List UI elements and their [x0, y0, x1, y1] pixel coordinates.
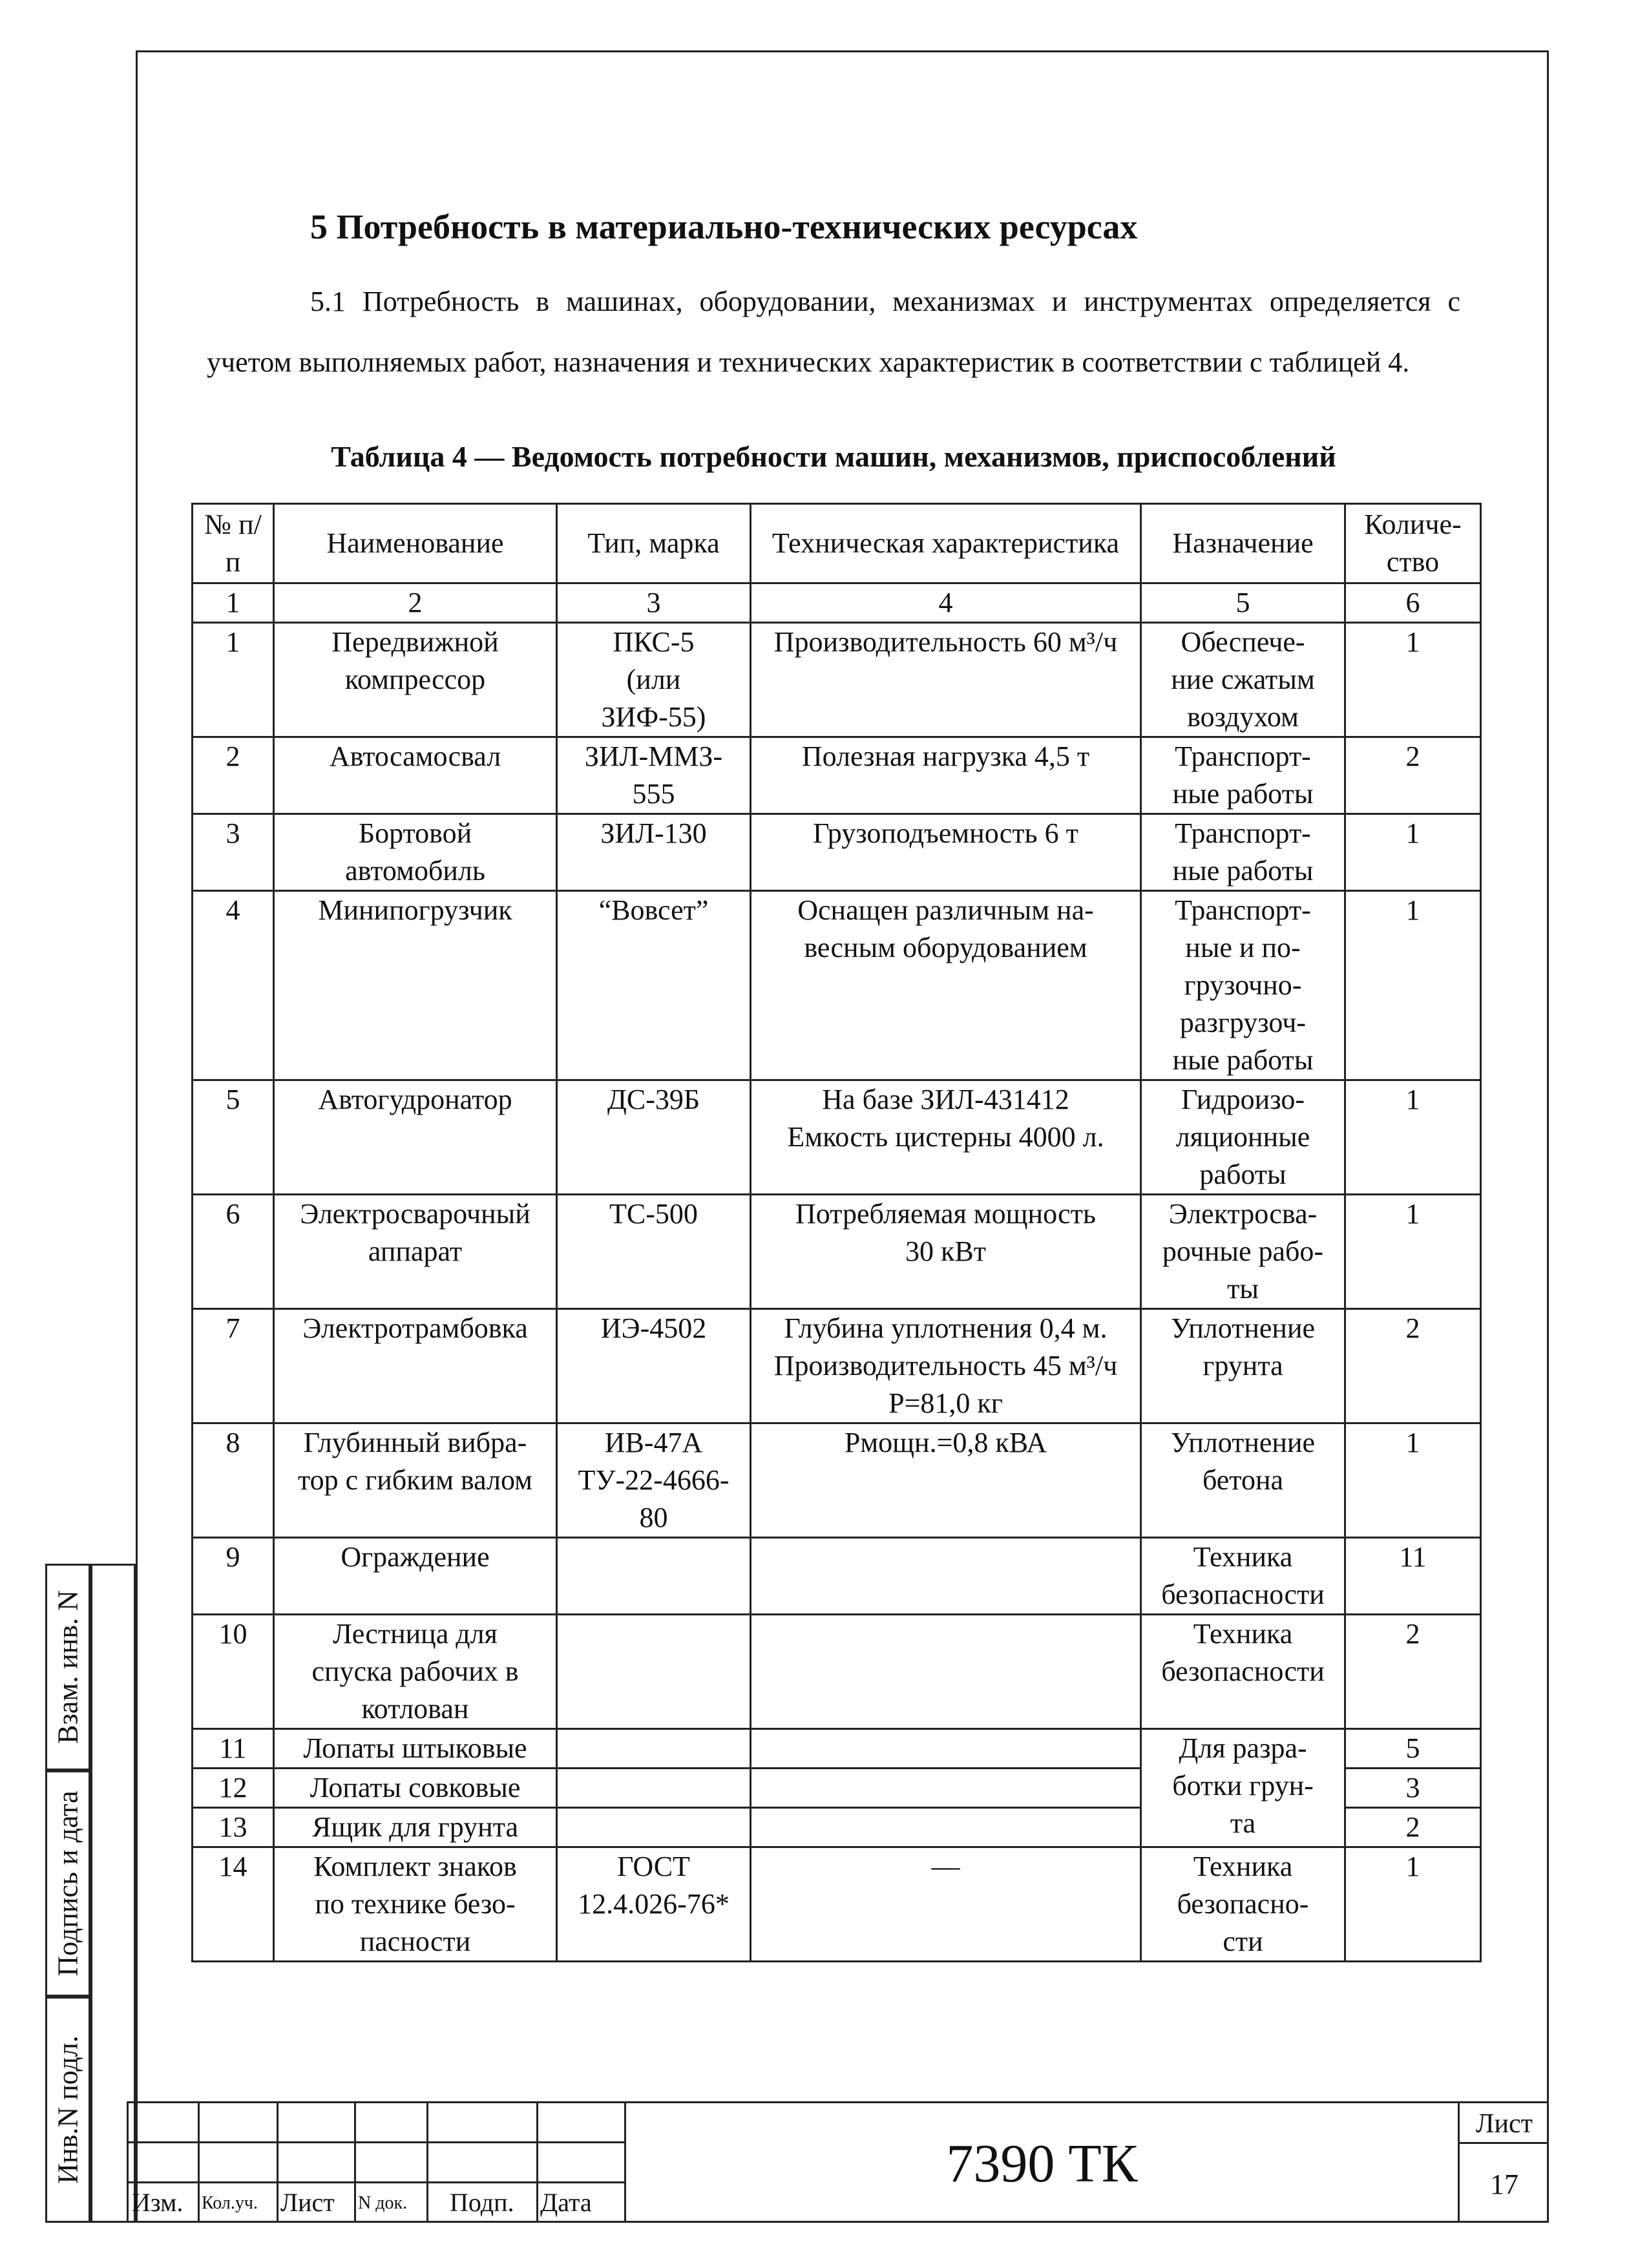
- col-label-sheet: Лист: [280, 2188, 335, 2217]
- cell-purpose: Электросва- рочные рабо- ты: [1141, 1195, 1345, 1309]
- side-label-replaced-inv: Взам. инв. N: [52, 1590, 84, 1744]
- table-row: [193, 623, 1481, 737]
- cell-qty: 2: [1345, 1615, 1481, 1729]
- cell-name: Лопаты совковые: [274, 1769, 557, 1808]
- cell-type: ПКС-5 (или ЗИФ-55): [557, 623, 751, 737]
- cell-purpose: Уплотнение бетона: [1141, 1423, 1345, 1538]
- grid-col: [277, 2101, 278, 2223]
- cell-type: ИЭ-4502: [557, 1309, 751, 1423]
- cell-type: [557, 1808, 751, 1847]
- index-cell: 4: [751, 583, 1141, 623]
- cell-spec: Потребляемая мощность 30 кВт: [751, 1195, 1141, 1309]
- cell-name: Бортовой автомобиль: [274, 814, 557, 891]
- cell-type: [557, 1538, 751, 1615]
- table-header-row: [193, 504, 1481, 583]
- index-cell: 3: [557, 583, 751, 623]
- side-label-original-inv: Инв.N подл.: [52, 2035, 84, 2184]
- header-num: № п/п: [193, 504, 274, 583]
- sheet-label: Лист: [1460, 2108, 1549, 2144]
- cell-spec: На базе ЗИЛ-431412 Емкость цистерны 4000 л.: [751, 1080, 1141, 1195]
- cell-purpose: Для разра- ботки грун- та: [1141, 1729, 1345, 1847]
- side-label-signature-date: Подпись и дата: [52, 1790, 84, 1977]
- cell-qty: 1: [1345, 814, 1481, 891]
- cell-name: Передвижной компрессор: [274, 623, 557, 737]
- cell-num: 13: [193, 1808, 274, 1847]
- index-cell: 1: [193, 583, 274, 623]
- table-row: [193, 737, 1481, 814]
- cell-name: Лестница для спуска рабочих в котлован: [274, 1615, 557, 1729]
- column-index-row: [193, 583, 1481, 623]
- cell-spec: Глубина уплотнения 0,4 м. Производительность 45 м³/ч Р=81,0 кг: [751, 1309, 1141, 1423]
- cell-num: 12: [193, 1769, 274, 1808]
- revision-grid: [127, 2101, 624, 2223]
- cell-purpose: Гидроизо- ляционные работы: [1141, 1080, 1345, 1195]
- cell-num: 10: [193, 1615, 274, 1729]
- cell-name: Автосамосвал: [274, 737, 557, 814]
- cell-qty: 1: [1345, 1423, 1481, 1538]
- cell-type: “Вовсет”: [557, 891, 751, 1080]
- header-name: Наименование: [274, 504, 557, 583]
- grid-col: [536, 2101, 538, 2223]
- cell-qty: 1: [1345, 1080, 1481, 1195]
- cell-type: [557, 1769, 751, 1808]
- cell-name: Минипогрузчик: [274, 891, 557, 1080]
- cell-purpose: Транспорт- ные работы: [1141, 737, 1345, 814]
- side-field-replaced-inv: [45, 1564, 90, 1770]
- cell-purpose: Обеспече- ние сжатым воздухом: [1141, 623, 1345, 737]
- cell-num: 2: [193, 737, 274, 814]
- cell-spec: [751, 1769, 1141, 1808]
- cell-spec: Оснащен различным на- весным оборудованием: [751, 891, 1141, 1080]
- cell-qty: 5: [1345, 1729, 1481, 1769]
- cell-spec: Рмощн.=0,8 кВА: [751, 1423, 1141, 1538]
- col-label-change: Изм.: [132, 2188, 184, 2217]
- cell-num: 6: [193, 1195, 274, 1309]
- grid-line: [127, 2101, 624, 2103]
- cell-num: 4: [193, 891, 274, 1080]
- cell-num: 9: [193, 1538, 274, 1615]
- table-caption: Таблица 4 — Ведомость потребности машин, механизмов, приспособлений: [331, 440, 1336, 473]
- cell-spec: [751, 1729, 1141, 1769]
- cell-type: ИВ-47А ТУ-22-4666- 80: [557, 1423, 751, 1538]
- side-stamp: [45, 1564, 136, 2223]
- cell-spec: Полезная нагрузка 4,5 т: [751, 737, 1141, 814]
- cell-purpose: Уплотнение грунта: [1141, 1309, 1345, 1423]
- cell-type: [557, 1615, 751, 1729]
- paragraph-text: 5.1 Потребность в машинах, оборудовании, механизмах и инструментах определяется с учетом выполняемых работ, назначения и технических характеристик в соответствии с таблицей 4.: [207, 286, 1460, 378]
- header-spec: Техническая характеристика: [751, 504, 1141, 583]
- col-label-date: Дата: [540, 2188, 592, 2217]
- grid-col: [127, 2101, 129, 2223]
- cell-purpose: Техника безопасности: [1141, 1615, 1345, 1729]
- cell-num: 5: [193, 1080, 274, 1195]
- cell-name: Электросварочный аппарат: [274, 1195, 557, 1309]
- table-row: [193, 1615, 1481, 1729]
- table-row: [193, 814, 1481, 891]
- equipment-table: [191, 503, 1482, 1962]
- cell-qty: 11: [1345, 1538, 1481, 1615]
- section-paragraph: [207, 271, 1460, 393]
- cell-spec: Производительность 60 м³/ч: [751, 623, 1141, 737]
- cell-qty: 1: [1345, 891, 1481, 1080]
- cell-type: ТС-500: [557, 1195, 751, 1309]
- cell-num: 14: [193, 1847, 274, 1962]
- cell-qty: 1: [1345, 1847, 1481, 1962]
- cell-spec: [751, 1808, 1141, 1847]
- col-label-count: Кол.уч.: [202, 2193, 258, 2213]
- cell-purpose: Транспорт- ные и по- грузочно- разгрузоч- ные работы: [1141, 891, 1345, 1080]
- table-row: [193, 1195, 1481, 1309]
- table-row: [193, 1847, 1481, 1962]
- table-row: [193, 1538, 1481, 1615]
- cell-num: 11: [193, 1729, 274, 1769]
- cell-qty: 1: [1345, 1195, 1481, 1309]
- table-row: [193, 1309, 1481, 1423]
- cell-spec: Грузоподъемность 6 т: [751, 814, 1141, 891]
- cell-qty: 2: [1345, 1808, 1481, 1847]
- cell-name: Ограждение: [274, 1538, 557, 1615]
- cell-purpose: Транспорт- ные работы: [1141, 814, 1345, 891]
- table-row: [193, 891, 1481, 1080]
- cell-type: ЗИЛ-130: [557, 814, 751, 891]
- col-label-signature: Подп.: [450, 2188, 514, 2217]
- document-code: 7390 ТК: [624, 2101, 1458, 2223]
- cell-num: 8: [193, 1423, 274, 1538]
- cell-purpose: Техника безопасности: [1141, 1538, 1345, 1615]
- cell-type: ЗИЛ-ММЗ- 555: [557, 737, 751, 814]
- cell-spec: [751, 1615, 1141, 1729]
- cell-qty: 2: [1345, 737, 1481, 814]
- cell-num: 3: [193, 814, 274, 891]
- cell-num: 1: [193, 623, 274, 737]
- side-field-signature-date: [45, 1770, 90, 1997]
- index-cell: 5: [1141, 583, 1345, 623]
- sheet-number: 17: [1490, 2168, 1518, 2200]
- cell-name: Глубинный вибра- тор с гибким валом: [274, 1423, 557, 1538]
- cell-name: Ящик для грунта: [274, 1808, 557, 1847]
- header-qty: Количе-ство: [1345, 504, 1481, 583]
- cell-spec: —: [751, 1847, 1141, 1962]
- cell-name: Электротрамбовка: [274, 1309, 557, 1423]
- grid-col: [354, 2101, 356, 2223]
- index-cell: 6: [1345, 583, 1481, 623]
- cell-num: 7: [193, 1309, 274, 1423]
- grid-line: [127, 2141, 624, 2143]
- header-purpose: Назначение: [1141, 504, 1345, 583]
- table-row: [193, 1423, 1481, 1538]
- title-block: [127, 2101, 1549, 2223]
- sheet-box: [1458, 2101, 1549, 2223]
- cell-type: ДС-39Б: [557, 1080, 751, 1195]
- cell-name: Лопаты штыковые: [274, 1729, 557, 1769]
- header-type: Тип, марка: [557, 504, 751, 583]
- cell-qty: 2: [1345, 1309, 1481, 1423]
- side-field-original-inv: [45, 1997, 90, 2223]
- cell-type: [557, 1729, 751, 1769]
- index-cell: 2: [274, 583, 557, 623]
- col-label-doc-number: N док.: [358, 2193, 408, 2213]
- table-row: [193, 1729, 1481, 1769]
- cell-qty: 3: [1345, 1769, 1481, 1808]
- cell-name: Комплект знаков по технике безо- пасности: [274, 1847, 557, 1962]
- table-row: [193, 1080, 1481, 1195]
- grid-line: [127, 2181, 624, 2183]
- cell-purpose: Техника безопасно- сти: [1141, 1847, 1345, 1962]
- cell-spec: [751, 1538, 1141, 1615]
- cell-type: ГОСТ 12.4.026-76*: [557, 1847, 751, 1962]
- section-heading: 5 Потребность в материально-технических ресурсах: [310, 207, 1138, 246]
- grid-col: [198, 2101, 200, 2223]
- grid-col: [426, 2101, 428, 2223]
- cell-qty: 1: [1345, 623, 1481, 737]
- cell-name: Автогудронатор: [274, 1080, 557, 1195]
